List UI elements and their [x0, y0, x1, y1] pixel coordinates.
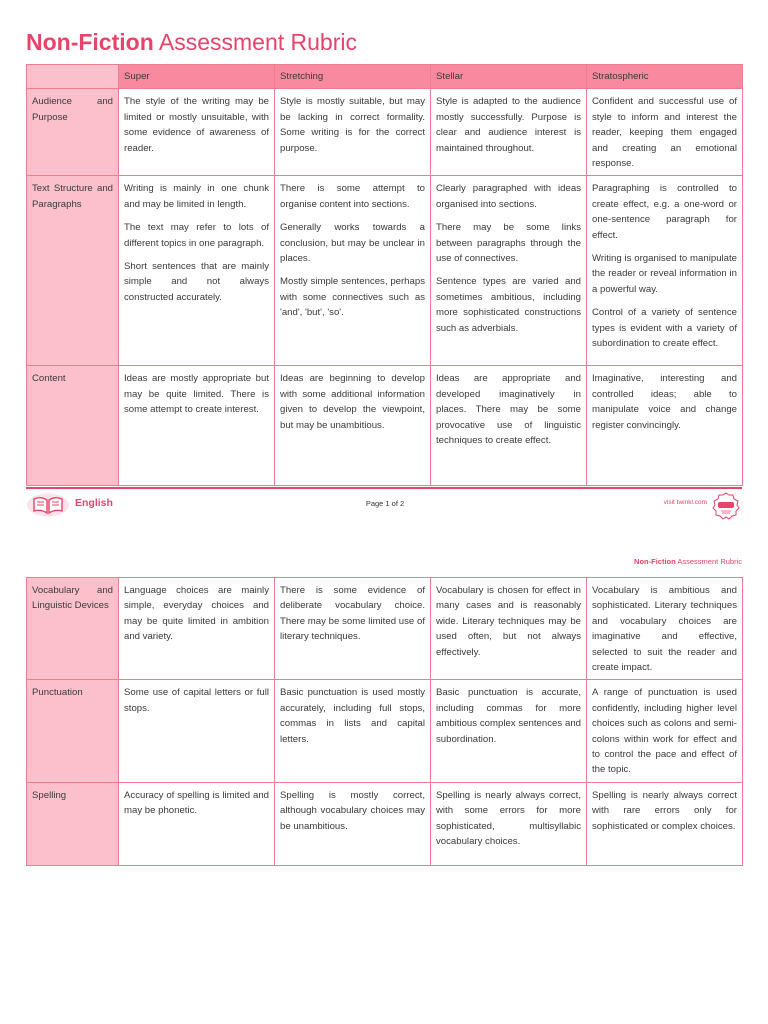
cell-paragraph: Spelling is nearly always correct, with some errors for more sophisticated, multisyllabic vocabulary choices. — [436, 789, 581, 848]
cell-paragraph: There is some evidence of deliberate vocabulary choice. There may be some limited use of literary techniques. — [280, 585, 425, 643]
header-corner — [27, 65, 119, 89]
rubric-cell — [587, 366, 743, 486]
row-label: Content — [27, 366, 119, 486]
rubric-cell — [119, 782, 275, 865]
row-label: Audience and Purpose — [27, 89, 119, 176]
cell-paragraph: Short sentences that are mainly simple and not always constructed accurately. — [124, 261, 269, 303]
cell-paragraph: Paragraphing is controlled to create effect, e.g. a one-word or one-sentence paragraph for effect. — [592, 183, 737, 241]
cell-paragraph: Accuracy of spelling is limited and may be phonetic. — [124, 789, 269, 817]
footer-subject: English — [75, 497, 113, 509]
cell-paragraph: Confident and successful use of style to inform and interest the reader, keeping them engaged and creating an emotional response. — [592, 96, 737, 170]
cell-paragraph: Spelling is mostly correct, although vocabulary choices may be unambitious. — [280, 789, 425, 832]
rubric-cell — [587, 89, 743, 176]
page-2-header-bold: Non-Fiction — [634, 557, 676, 566]
cell-paragraph: Control of a variety of sentence types is evident with a variety of subordination to create effect. — [592, 307, 737, 350]
table-row — [27, 366, 743, 486]
cell-paragraph: The text may refer to lots of different topics in one paragraph. — [124, 222, 269, 249]
cell-paragraph: Style is adapted to the audience mostly successfully. Purpose is clear and audience interest is maintained throughout. — [436, 96, 581, 154]
cell-paragraph: Vocabulary is chosen for effect in many cases and is reasonably wide. Literary techniques may be used often, but not always effectively. — [436, 585, 581, 658]
row-label: Spelling — [27, 782, 119, 865]
cell-paragraph: Vocabulary is ambitious and sophisticated. Literary techniques and vocabulary choices are imaginative and effective, selected to suit the reader and create impact. — [592, 585, 737, 674]
col-header-super: Super — [119, 65, 275, 89]
rubric-cell — [275, 366, 431, 486]
rubric-cell — [119, 680, 275, 782]
cell-paragraph: Spelling is nearly always correct with rare errors only for sophisticated or complex choices. — [592, 789, 737, 832]
cell-paragraph: There is some attempt to organise content into sections. — [280, 183, 425, 210]
table-row — [27, 680, 743, 782]
rubric-cell — [275, 680, 431, 782]
col-header-stellar: Stellar — [431, 65, 587, 89]
cell-paragraph: Style is mostly suitable, but may be lacking in correct formality. Some writing is for the correct purpose. — [280, 96, 425, 154]
table-row — [27, 89, 743, 176]
cell-paragraph: Clearly paragraphed with ideas organised into sections. — [436, 183, 581, 210]
rubric-cell — [587, 782, 743, 865]
rubric-cell — [119, 578, 275, 680]
cell-paragraph: Writing is organised to manipulate the reader or reveal information in a powerful way. — [592, 253, 737, 295]
cell-paragraph: Ideas are appropriate and developed imaginatively in places. There may be some provocative use of linguistic techniques to create effect. — [436, 373, 581, 447]
cell-paragraph: Some use of capital letters or full stops. — [124, 687, 269, 714]
cell-paragraph: Sentence types are varied and sometimes ambitious, including more sophisticated constructions such as adverbials. — [436, 276, 581, 334]
rubric-cell — [587, 176, 743, 366]
rubric-cell — [119, 366, 275, 486]
row-label: Vocabulary and Linguistic Devices — [27, 578, 119, 680]
rubric-cell — [431, 89, 587, 176]
rubric-body-page-1 — [27, 89, 743, 486]
header-row — [27, 65, 743, 89]
row-label: Text Structure and Paragraphs — [27, 176, 119, 366]
col-header-stratospheric: Stratospheric — [587, 65, 743, 89]
cell-paragraph: Mostly simple sentences, perhaps with some connectives such as 'and', 'but', 'so'. — [280, 276, 425, 319]
rubric-cell — [275, 176, 431, 366]
rubric-cell — [431, 782, 587, 865]
rubric-cell — [431, 680, 587, 782]
twinkl-badge-icon — [712, 492, 740, 520]
cell-paragraph: Basic punctuation is accurate, including commas for more ambitious complex sentences and subordination. — [436, 687, 581, 745]
row-label: Punctuation — [27, 680, 119, 782]
table-row — [27, 176, 743, 366]
cell-paragraph: Ideas are beginning to develop with some additional information given to develop the viewpoint, but may be unambitious. — [280, 373, 425, 431]
footer-page-number: Page 1 of 2 — [365, 499, 405, 508]
title-rest: Assessment Rubric — [153, 29, 357, 55]
title-bold: Non-Fiction — [26, 29, 154, 55]
cell-paragraph: The style of the writing may be limited or mostly unsuitable, with some evidence of awareness of reader. — [124, 96, 269, 154]
footer-site-link[interactable]: visit twinkl.com — [663, 499, 707, 506]
cell-paragraph: Imaginative, interesting and controlled ideas; able to manipulate voice and change register convincingly. — [592, 373, 737, 431]
rubric-table-page-1 — [26, 64, 743, 486]
rubric-cell — [275, 782, 431, 865]
rubric-body-page-2 — [27, 578, 743, 866]
rubric-cell — [587, 578, 743, 680]
table-row — [27, 782, 743, 865]
rubric-cell — [587, 680, 743, 782]
cell-paragraph: A range of punctuation is used confidently, including higher level choices such as colons and semi-colons within work for effect and to control the pace and effect of the topic. — [592, 687, 737, 776]
cell-paragraph: Basic punctuation is used mostly accurately, including full stops, commas in lists and capital letters. — [280, 687, 425, 745]
rubric-cell — [275, 89, 431, 176]
col-header-stretching: Stretching — [275, 65, 431, 89]
rubric-cell — [275, 578, 431, 680]
page-2-header — [634, 557, 742, 566]
cell-paragraph: Ideas are mostly appropriate but may be quite limited. There is some attempt to create interest. — [124, 373, 269, 416]
cell-paragraph: Language choices are mainly simple, everyday choices and may be quite limited in ambition and variety. — [124, 585, 269, 643]
page-title — [26, 28, 357, 56]
rubric-cell — [431, 366, 587, 486]
rubric-cell — [119, 176, 275, 366]
cell-paragraph: Writing is mainly in one chunk and may be limited in length. — [124, 183, 269, 210]
rubric-cell — [431, 176, 587, 366]
cell-paragraph: There may be some links between paragraphs through the use of connectives. — [436, 222, 581, 265]
rubric-cell — [119, 89, 275, 176]
footer-divider — [26, 487, 742, 489]
cell-paragraph: Generally works towards a conclusion, but may be unclear in places. — [280, 222, 425, 265]
table-row — [27, 578, 743, 680]
rubric-cell — [431, 578, 587, 680]
page-2-header-rest: Assessment Rubric — [675, 557, 742, 566]
rubric-table-page-2 — [26, 577, 743, 866]
book-logo-icon — [26, 492, 70, 518]
